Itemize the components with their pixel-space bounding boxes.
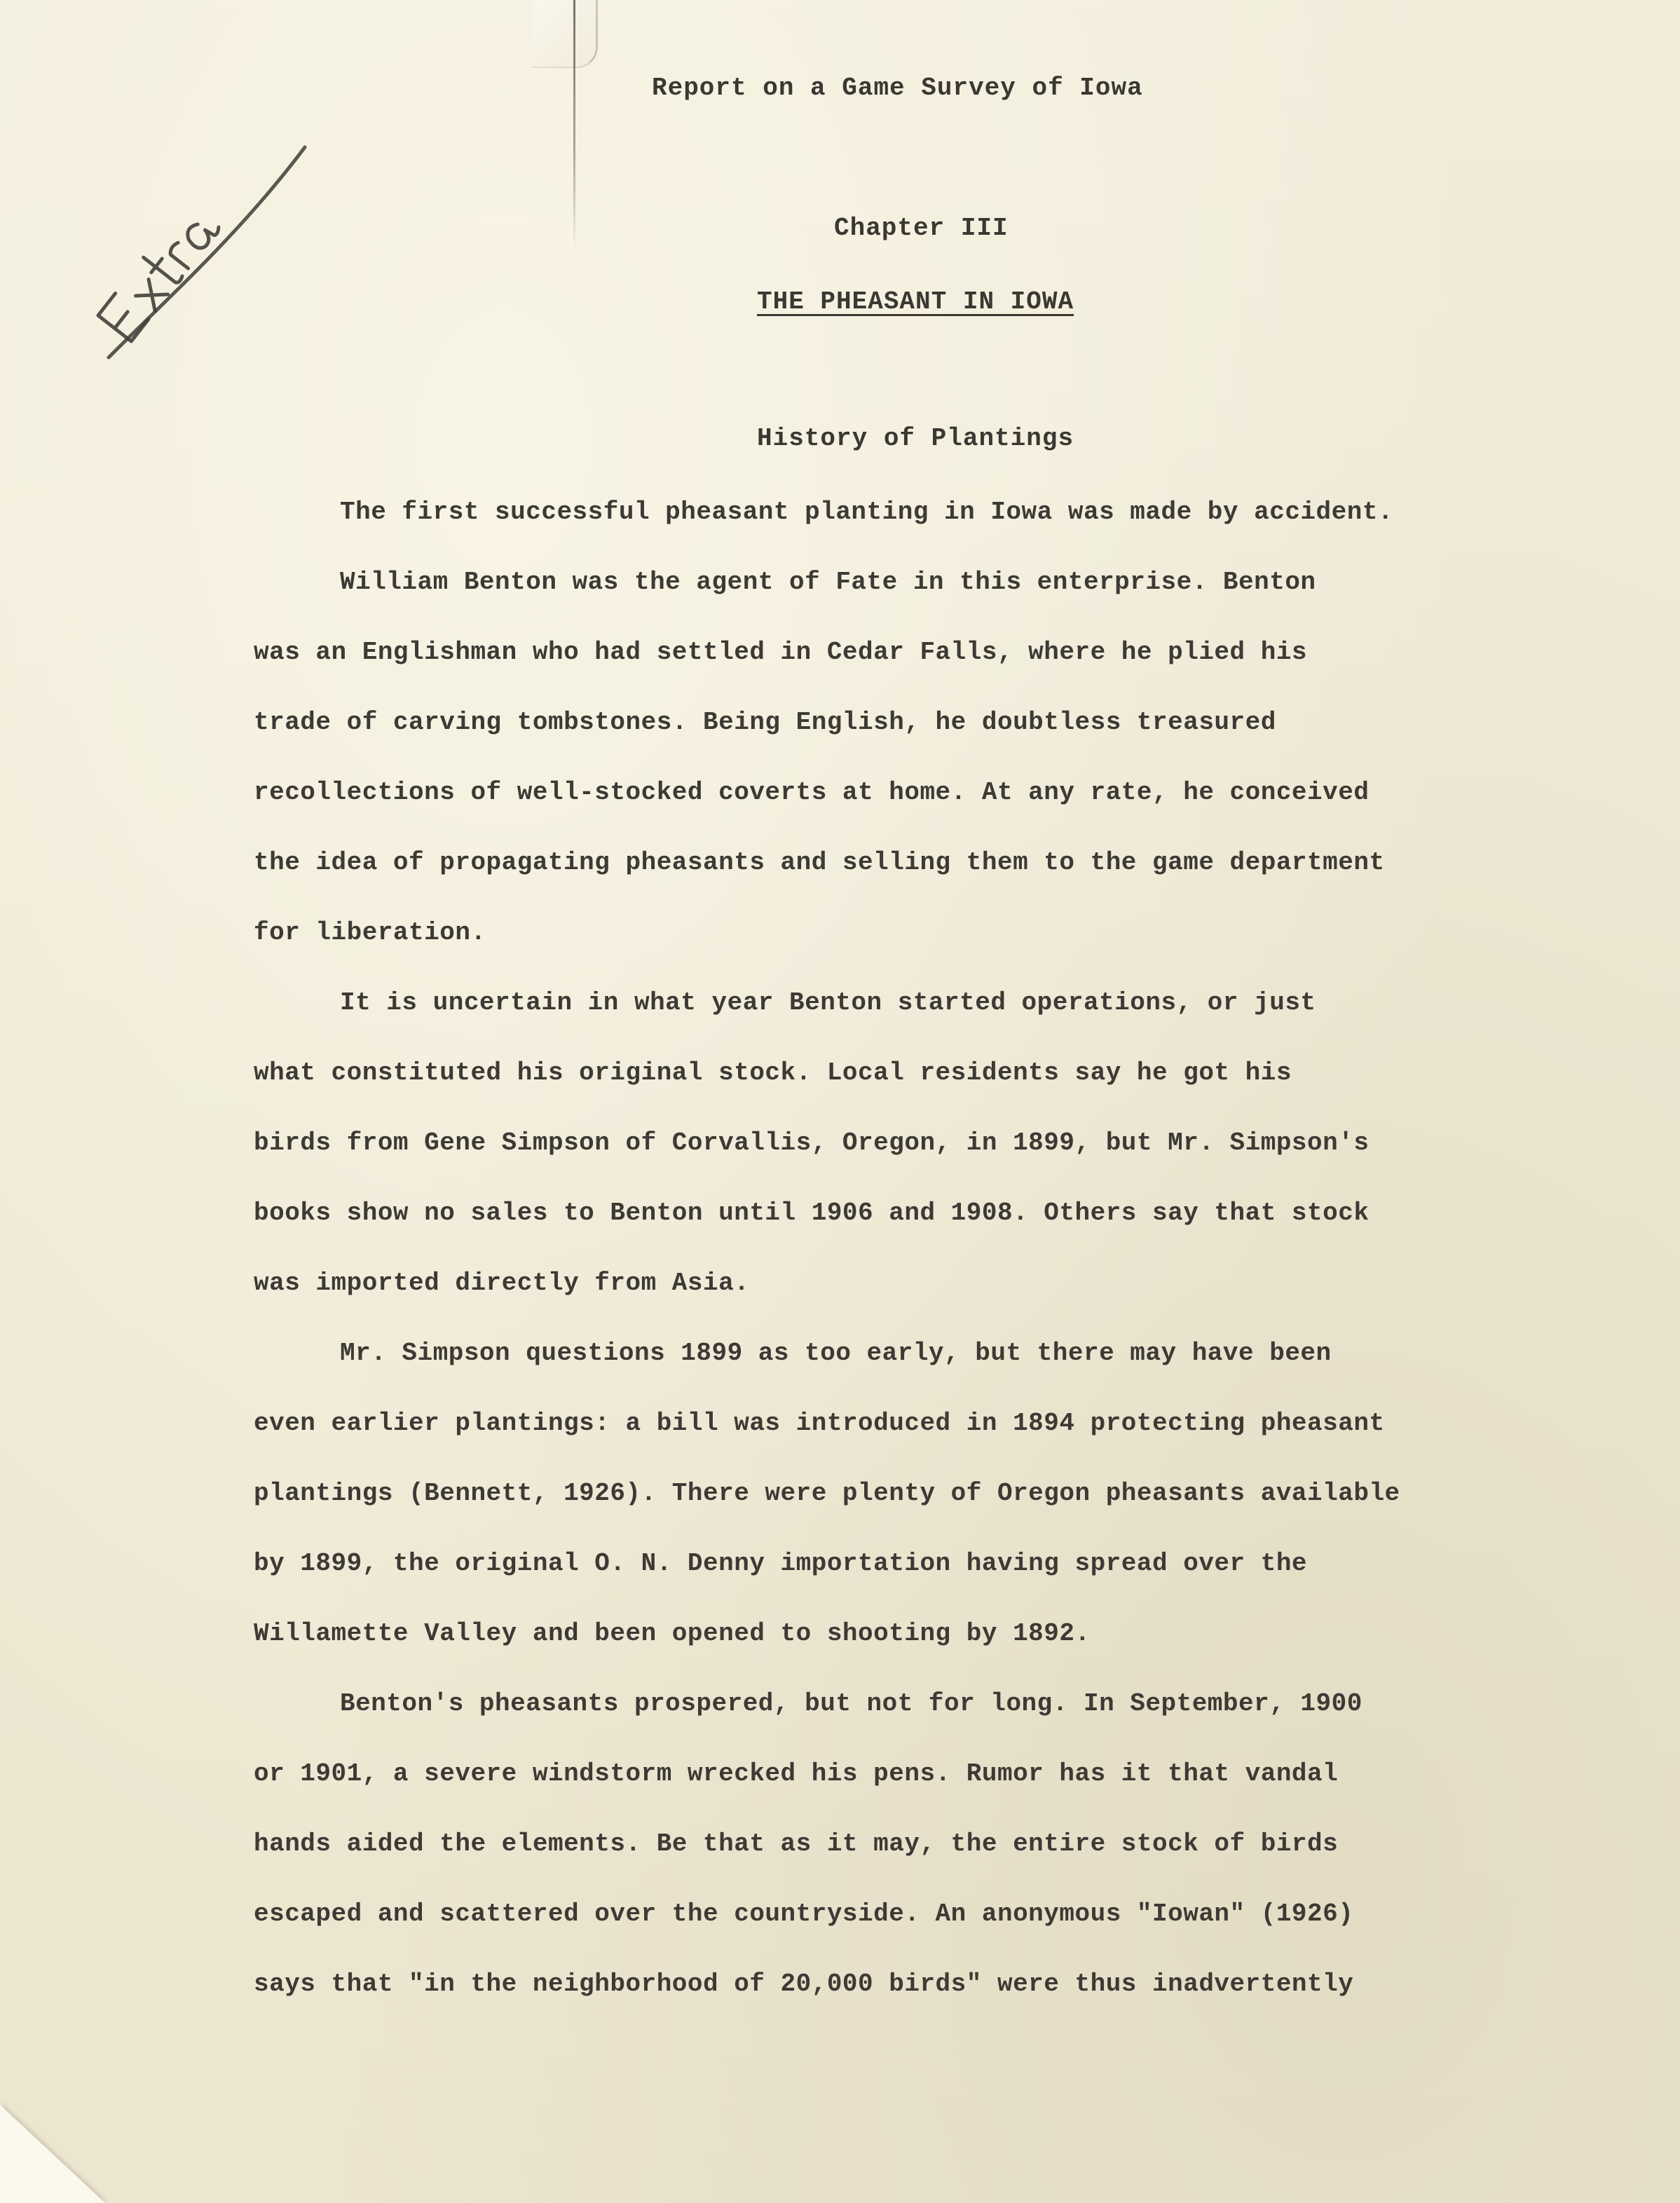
handwritten-extra-annotation [39,133,319,364]
body-line: birds from Gene Simpson of Corvallis, Oregon, in 1899, but Mr. Simpson's [254,1128,1370,1157]
body-line: for liberation. [254,918,486,947]
body-line: the idea of propagating pheasants and selling them to the game department [254,848,1385,877]
body-line: even earlier plantings: a bill was introduced in 1894 protecting pheasant [254,1409,1385,1438]
paper-crease [573,0,575,252]
body-line: escaped and scattered over the countryside. An anonymous "Iowan" (1926) [254,1900,1354,1928]
body-line: says that "in the neighborhood of 20,000 birds" were thus inadvertently [254,1970,1354,1998]
body-line: books show no sales to Benton until 1906 and 1908. Others say that stock [254,1199,1370,1227]
chapter-heading: Chapter III [834,214,1009,243]
body-line: trade of carving tombstones. Being English, he doubtless treasured [254,708,1276,737]
folded-corner [0,2105,105,2203]
chapter-title: THE PHEASANT IN IOWA [757,287,1074,316]
report-title: Report on a Game Survey of Iowa [652,74,1143,102]
body-line: or 1901, a severe windstorm wrecked his pens. Rumor has it that vandal [254,1759,1339,1788]
body-line: was an Englishman who had settled in Cedar Falls, where he plied his [254,638,1308,667]
body-line: It is uncertain in what year Benton started operations, or just [340,988,1316,1017]
body-line: recollections of well-stocked coverts at home. At any rate, he conceived [254,778,1370,807]
torn-corner [533,0,598,68]
body-line: The first successful pheasant planting in Iowa was made by accident. [340,498,1394,526]
body-line: what constituted his original stock. Local residents say he got his [254,1058,1292,1087]
section-heading: History of Plantings [757,424,1074,453]
body-line: was imported directly from Asia. [254,1269,750,1297]
body-line: by 1899, the original O. N. Denny importation having spread over the [254,1549,1308,1578]
body-line: William Benton was the agent of Fate in this enterprise. Benton [340,568,1316,596]
body-line: Benton's pheasants prospered, but not for long. In September, 1900 [340,1689,1363,1718]
body-line: plantings (Bennett, 1926). There were plenty of Oregon pheasants available [254,1479,1400,1508]
body-line: hands aided the elements. Be that as it may, the entire stock of birds [254,1829,1339,1858]
body-line: Mr. Simpson questions 1899 as too early, but there may have been [340,1339,1332,1368]
body-line: Willamette Valley and been opened to shooting by 1892. [254,1619,1091,1648]
